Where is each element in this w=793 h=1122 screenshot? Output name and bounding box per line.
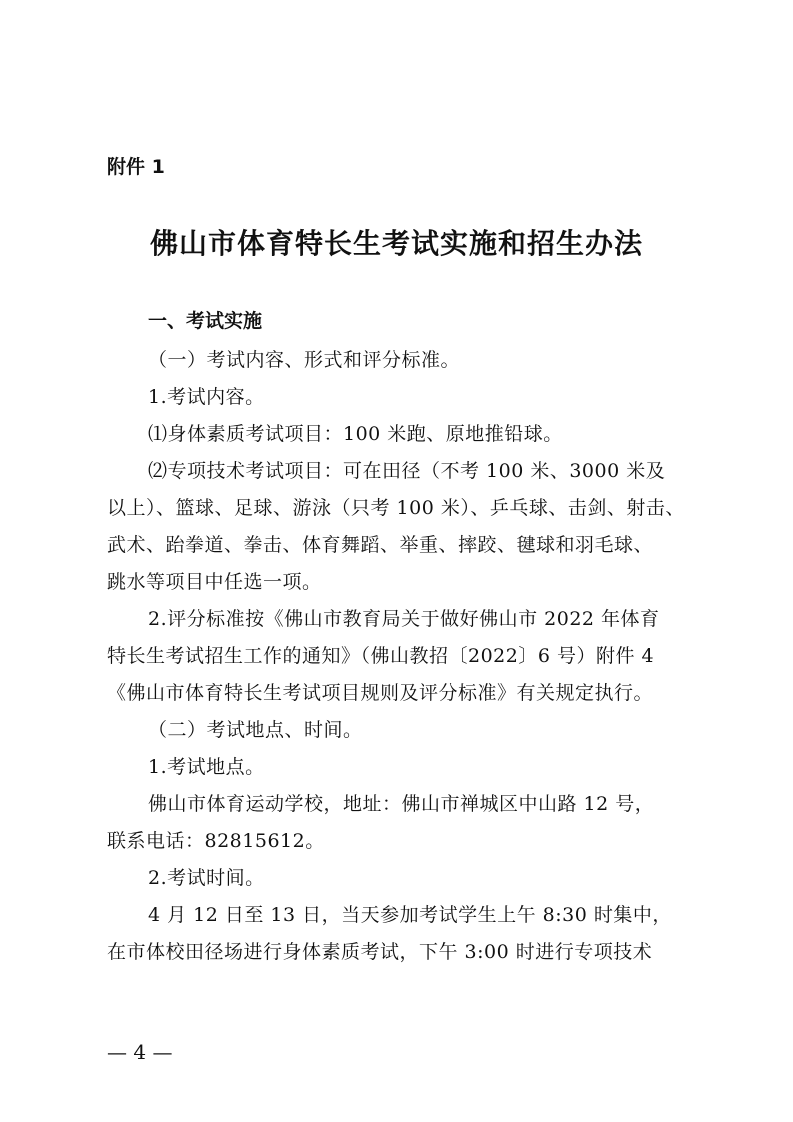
body-line: 以上）、篮球、足球、游泳（只考 100 米）、乒乓球、击剑、射击、: [107, 497, 685, 519]
body-line: 武术、跆拳道、拳击、体育舞蹈、举重、摔跤、毽球和羽毛球、: [107, 534, 654, 556]
body-line: 联系电话：82815612。: [107, 830, 325, 852]
body-line: 在市体校田径场进行身体素质考试，下午 3:00 时进行专项技术: [107, 941, 653, 963]
body-line: 1.考试地点。: [148, 756, 265, 778]
body-line: （一）考试内容、形式和评分标准。: [148, 349, 461, 371]
body-line: （二）考试地点、时间。: [148, 719, 363, 741]
body-line: 《佛山市体育特长生考试项目规则及评分标准》有关规定执行。: [107, 682, 654, 704]
body-line: 2.考试时间。: [148, 867, 265, 889]
body-line: 1.考试内容。: [148, 386, 265, 408]
body-line: ⑵专项技术考试项目：可在田径（不考 100 米、3000 米及: [148, 460, 666, 482]
section-heading: 一、考试实施: [148, 310, 263, 332]
document-title: 佛山市体育特长生考试实施和招生办法: [149, 227, 643, 260]
body-line: 跳水等项目中任选一项。: [107, 571, 322, 593]
body-line: 佛山市体育运动学校，地址：佛山市禅城区中山路 12 号，: [148, 793, 655, 815]
body-line: 特长生考试招生工作的通知》（佛山教招〔2022〕6 号）附件 4: [107, 645, 655, 667]
body-line: 4 月 12 日至 13 日，当天参加考试学生上午 8:30 时集中，: [148, 904, 672, 926]
annex-label: 附件 1: [107, 156, 165, 178]
page-number: — 4 —: [107, 1040, 173, 1064]
body-line: 2.评分标准按《佛山市教育局关于做好佛山市 2022 年体育: [148, 608, 660, 630]
body-line: ⑴身体素质考试项目：100 米跑、原地推铅球。: [148, 423, 563, 445]
